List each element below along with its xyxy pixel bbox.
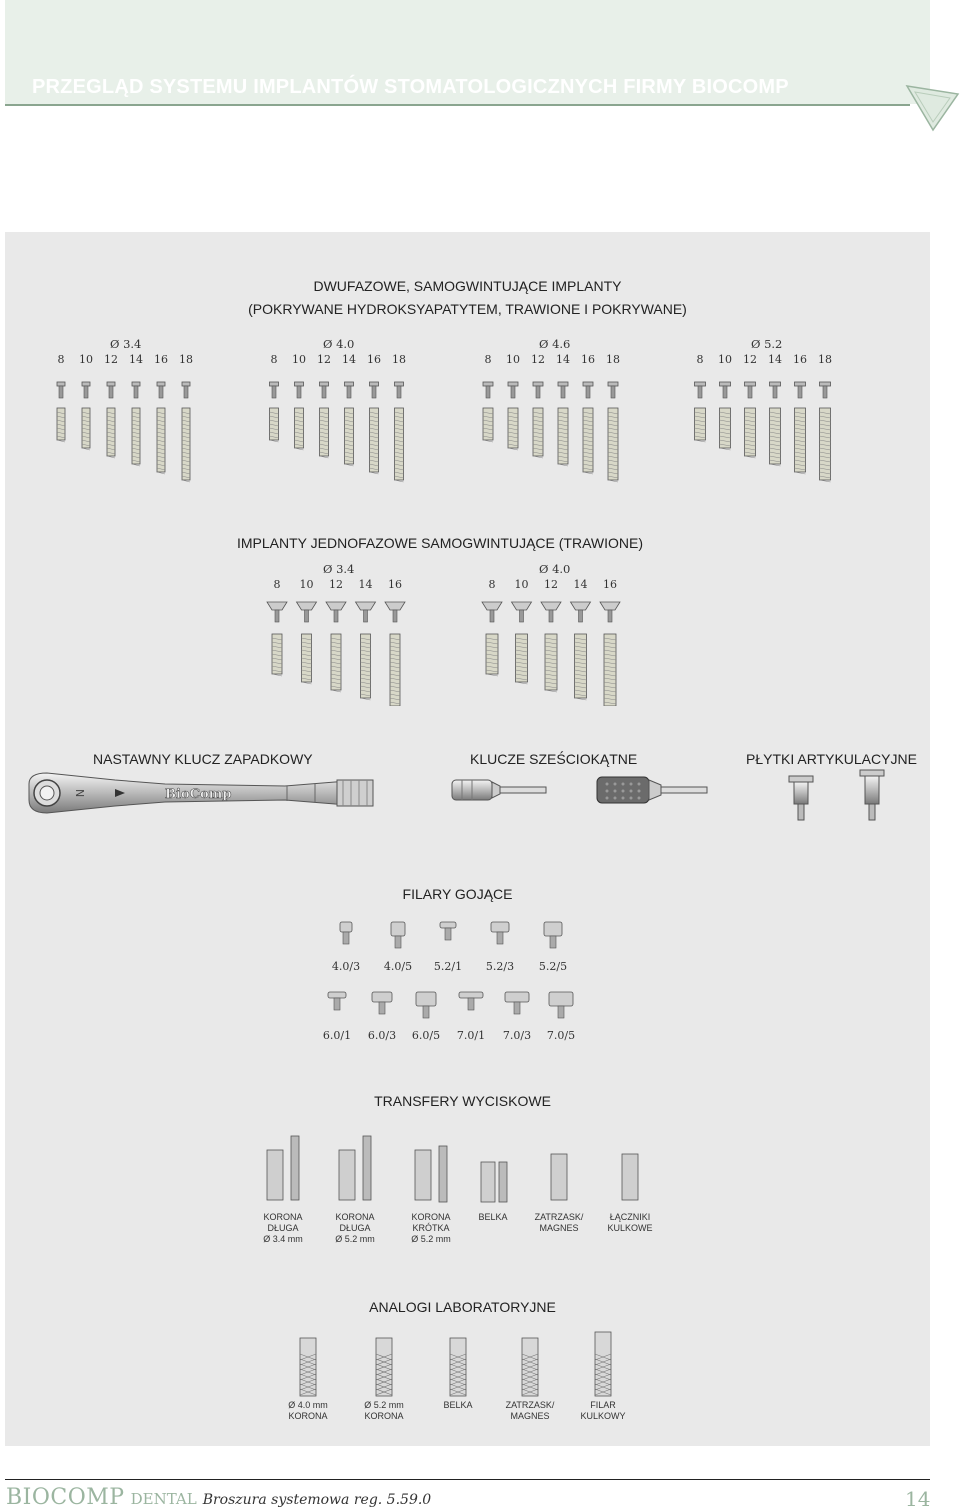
length-label: 8	[273, 578, 281, 591]
ratchet-mark: N	[73, 789, 86, 798]
implant-icon	[157, 382, 165, 474]
healing-label: 6.0/3	[367, 1029, 397, 1042]
diameter-label: Ø 4.6	[539, 337, 571, 351]
implant-icon	[820, 382, 831, 482]
length-label: 12	[743, 353, 757, 366]
implant-icon	[600, 602, 620, 706]
implant-icon	[395, 382, 404, 482]
two-phase-implants-figure	[0, 370, 960, 485]
transfer-label: KORONA DŁUGA Ø 3.4 mm	[263, 1212, 303, 1244]
length-label: 16	[603, 578, 617, 591]
plates-title: PŁYTKI ARTYKULACYJNE	[746, 751, 917, 767]
lab-analog-icon	[288, 1330, 328, 1400]
length-label: 8	[484, 353, 492, 366]
transfer-icon	[401, 1134, 461, 1206]
implant-icon	[356, 602, 376, 700]
transfers-title: TRANSFERY WYCISKOWE	[374, 1093, 551, 1109]
diameter-label: Ø 4.0	[323, 337, 355, 351]
implant-icon	[770, 382, 781, 466]
implant-icon	[745, 382, 756, 458]
healing-abutment-icon	[451, 988, 491, 1028]
implant-icon	[370, 382, 379, 474]
length-label: 10	[718, 353, 732, 366]
length-label: 16	[581, 353, 595, 366]
healing-abutment-icon	[541, 988, 581, 1028]
healing-label: 5.2/3	[485, 960, 515, 973]
ratchet-title: NASTAWNY KLUCZ ZAPADKOWY	[93, 751, 313, 767]
transfer-label: KORONA DŁUGA Ø 5.2 mm	[335, 1212, 375, 1244]
healing-label: 4.0/5	[383, 960, 413, 973]
healing-label: 6.0/5	[411, 1029, 441, 1042]
corner-arrow-icon	[905, 84, 960, 134]
analogs-title: ANALOGI LABORATORYJNE	[369, 1299, 556, 1315]
analog-label: FILAR KULKOWY	[580, 1400, 626, 1421]
diameter-label: Ø 3.4	[323, 562, 355, 576]
length-label: 10	[79, 353, 93, 366]
length-label: 14	[129, 353, 143, 366]
implant-icon	[483, 382, 493, 442]
transfer-icon	[463, 1134, 523, 1206]
page-number: 14	[905, 1487, 931, 1511]
healing-abutment-icon	[406, 988, 446, 1028]
ratchet-brand: BioComp	[165, 787, 232, 802]
implant-icon	[57, 382, 65, 442]
transfer-label: ŁĄCZNIKI KULKOWE	[607, 1212, 653, 1233]
two-phase-title: DWUFAZOWE, SAMOGWINTUJĄCE IMPLANTY	[313, 278, 622, 294]
implant-icon	[482, 602, 502, 676]
lab-analog-icon	[583, 1330, 623, 1400]
implant-icon	[345, 382, 354, 466]
transfer-icon	[529, 1134, 589, 1206]
healing-abutment-icon	[317, 988, 357, 1028]
length-label: 8	[270, 353, 278, 366]
length-label: 14	[573, 578, 588, 591]
length-label: 10	[514, 578, 529, 591]
healing-abutment-icon	[533, 918, 573, 958]
length-label: 12	[104, 353, 118, 366]
healing-abutment-icon	[497, 988, 537, 1028]
analog-label: Ø 5.2 mm KORONA	[364, 1400, 404, 1421]
length-label: 8	[57, 353, 65, 366]
length-label: 16	[388, 578, 402, 591]
implant-icon	[326, 602, 346, 692]
transfer-icon	[253, 1134, 313, 1206]
transfer-label: BELKA	[478, 1212, 508, 1222]
diameter-label: Ø 4.0	[539, 562, 571, 576]
footer-rule	[5, 1479, 930, 1480]
implant-icon	[320, 382, 329, 458]
implant-icon	[267, 602, 287, 676]
healing-abutment-icon	[480, 918, 520, 958]
healing-label: 5.2/5	[538, 960, 568, 973]
transfer-label: KORONA KRÓTKA Ø 5.2 mm	[411, 1212, 451, 1244]
implant-icon	[571, 602, 591, 700]
length-label: 18	[392, 353, 406, 366]
length-label: 14	[358, 578, 373, 591]
length-label: 12	[531, 353, 545, 366]
implant-icon	[541, 602, 561, 692]
implant-icon	[295, 382, 304, 450]
footer	[6, 1485, 431, 1510]
healing-abutment-icon	[362, 988, 402, 1028]
header-rule	[5, 104, 910, 106]
length-label: 14	[556, 353, 570, 366]
hex-key-long-figure	[595, 774, 710, 806]
healing-label: 4.0/3	[331, 960, 361, 973]
implant-icon	[720, 382, 731, 450]
length-label: 10	[299, 578, 314, 591]
length-label: 10	[506, 353, 520, 366]
diameter-label: Ø 5.2	[751, 337, 783, 351]
implant-icon	[695, 382, 706, 442]
implant-icon	[82, 382, 90, 450]
ratchet-wrench-figure	[25, 770, 377, 816]
length-label: 10	[292, 353, 306, 366]
implant-icon	[270, 382, 279, 442]
implant-icon	[297, 602, 317, 684]
lab-analog-icon	[438, 1330, 478, 1400]
length-label: 18	[818, 353, 832, 366]
length-label: 16	[154, 353, 168, 366]
transfer-label: ZATRZASK/ MAGNES	[534, 1212, 584, 1233]
length-label: 12	[544, 578, 558, 591]
implant-icon	[795, 382, 806, 474]
implant-icon	[132, 382, 140, 466]
implant-icon	[508, 382, 518, 450]
transfer-icon	[600, 1134, 660, 1206]
footer-brand-sub: DENTAL	[130, 1490, 197, 1508]
healing-abutment-icon	[326, 918, 366, 958]
implant-icon	[107, 382, 115, 458]
length-label: 16	[367, 353, 381, 366]
healing-abutment-icon	[428, 918, 468, 958]
diameter-label: Ø 3.4	[110, 337, 142, 351]
analog-label: BELKA	[443, 1400, 473, 1410]
healing-label: 6.0/1	[322, 1029, 352, 1042]
implant-icon	[512, 602, 532, 684]
transfer-icon	[325, 1134, 385, 1206]
implant-icon	[533, 382, 543, 458]
lab-analog-icon	[510, 1330, 550, 1400]
articulating-plate-long-figure	[857, 768, 887, 822]
analog-label: Ø 4.0 mm KORONA	[288, 1400, 328, 1421]
implant-icon	[608, 382, 618, 482]
healing-abutment-icon	[378, 918, 418, 958]
healing-label: 7.0/5	[546, 1029, 576, 1042]
implant-icon	[558, 382, 568, 466]
length-label: 14	[342, 353, 356, 366]
length-label: 16	[793, 353, 807, 366]
length-label: 8	[696, 353, 704, 366]
implant-icon	[385, 602, 405, 706]
hex-key-short-figure	[450, 776, 550, 804]
two-phase-subtitle: (POKRYWANE HYDROKSYAPATYTEM, TRAWIONE I POKRYWANE)	[248, 301, 687, 317]
hex-keys-title: KLUCZE SZEŚCIOKĄTNE	[470, 751, 638, 767]
articulating-plate-short-figure	[786, 772, 816, 822]
length-label: 18	[606, 353, 620, 366]
footer-brand: BIOCOMP	[6, 1485, 125, 1510]
page-title: PRZEGLĄD SYSTEMU IMPLANTÓW STOMATOLOGICZNYCH FIRMY BIOCOMP	[32, 76, 789, 98]
one-phase-title: IMPLANTY JEDNOFAZOWE SAMOGWINTUJĄCE (TRAWIONE)	[236, 535, 643, 551]
healing-title: FILARY GOJĄCE	[402, 886, 513, 902]
length-label: 8	[488, 578, 496, 591]
length-label: 18	[179, 353, 193, 366]
healing-label: 7.0/3	[502, 1029, 532, 1042]
length-label: 12	[317, 353, 331, 366]
length-label: 14	[768, 353, 782, 366]
implant-icon	[583, 382, 593, 474]
footer-brochure: Broszura systemowa reg. 5.59.0	[202, 1492, 432, 1508]
lab-analog-icon	[364, 1330, 404, 1400]
analog-label: ZATRZASK/ MAGNES	[505, 1400, 555, 1421]
length-label: 12	[329, 578, 343, 591]
healing-label: 5.2/1	[433, 960, 463, 973]
implant-icon	[182, 382, 190, 482]
healing-label: 7.0/1	[456, 1029, 486, 1042]
one-phase-implants-figure	[0, 596, 960, 706]
